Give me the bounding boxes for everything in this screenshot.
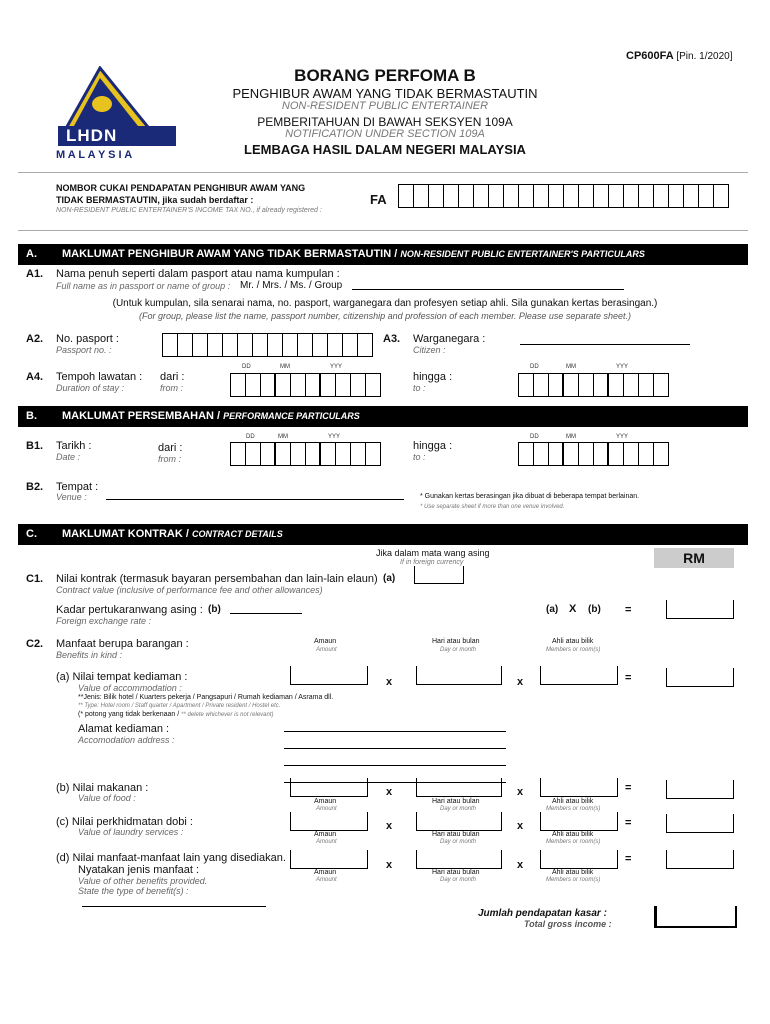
venue-field[interactable]: [106, 499, 404, 500]
b2-label: Tempat :: [56, 481, 99, 493]
laundry-amount-field[interactable]: [290, 812, 368, 831]
b1-from: dari :: [158, 442, 183, 454]
other-days-label-en: Day or month: [440, 877, 477, 883]
col-amount: Amaun: [314, 638, 337, 645]
a3-num: A3.: [383, 333, 401, 345]
rate-label-en: Foreign exchange rate :: [56, 616, 152, 626]
acc-days-field[interactable]: [416, 666, 502, 685]
rate-mark: (b): [208, 604, 221, 615]
acc-label-en: Value of accommodation :: [78, 683, 182, 693]
col-days: Hari atau bulan: [432, 638, 480, 645]
other-label1: (d) Nilai manfaat-manfaat lain yang disediakan.: [56, 852, 286, 864]
laundry-members-label-en: Members or room(s): [546, 839, 601, 845]
a1-label-en: Full name as in passport or name of group :: [56, 281, 231, 291]
header-line3: LEMBAGA HASIL DALAM NEGERI MALAYSIA: [244, 142, 526, 157]
acc-addr-line2[interactable]: [284, 748, 506, 749]
col-members: Ahli atau bilik: [552, 638, 594, 645]
total-rm-field[interactable]: [654, 906, 737, 928]
section-c-letter: C.: [26, 528, 37, 540]
rate-formula-b: (b): [588, 604, 601, 615]
b1-to: hingga :: [413, 440, 453, 452]
a4-from-en: from :: [160, 383, 184, 393]
laundry-eq: =: [625, 817, 632, 829]
col-members-en: Members or room(s): [546, 647, 601, 653]
rm-contract-field[interactable]: [666, 600, 734, 619]
header-line2-en: NOTIFICATION UNDER SECTION 109A: [285, 128, 485, 140]
laundry-members-label: Ahli atau bilik: [552, 831, 594, 838]
acc-note2: ** Type: Hotel room / Staff quarter / Apartment / Private resident / Hostel etc.: [78, 703, 281, 709]
b1-dd-hdr: DD: [246, 434, 255, 440]
food-x2: x: [517, 786, 524, 798]
laundry-days-label: Hari atau bulan: [432, 831, 480, 838]
b1-mm-hdr: MM: [278, 434, 288, 440]
col-days-en: Day or month: [440, 647, 477, 653]
other-eq: =: [625, 853, 632, 865]
food-days-label-en: Day or month: [440, 806, 477, 812]
laundry-days-label-en: Day or month: [440, 839, 477, 845]
stay-from-boxes[interactable]: [230, 373, 381, 397]
other-members-label-en: Members or room(s): [546, 877, 601, 883]
a4-to: hingga :: [413, 371, 453, 383]
c1-label-en: Contract value (inclusive of performance fee and other allowances): [56, 585, 323, 595]
a1-note-en: (For group, please list the name, passport number, citizenship and profession of each member. Please use separate sheet.): [139, 311, 631, 321]
acc-amount-field[interactable]: [290, 666, 368, 685]
rm-header: RM: [654, 548, 734, 568]
a3-label-en: Citizen :: [413, 345, 446, 355]
citizen-field[interactable]: [520, 344, 690, 345]
a3-label: Warganegara :: [413, 333, 486, 345]
b2-label-en: Venue :: [56, 492, 87, 502]
other-label-en2: State the type of benefit(s) :: [78, 886, 189, 896]
taxno-label1: NOMBOR CUKAI PENDAPATAN PENGHIBUR AWAM YANG: [56, 183, 306, 193]
header-line2: PEMBERITAHUAN DI BAWAH SEKSYEN 109A: [257, 115, 513, 129]
page-title: BORANG PERFOMA B: [294, 66, 476, 85]
stay-to-boxes[interactable]: [518, 373, 669, 397]
laundry-rm-field[interactable]: [666, 814, 734, 833]
b2-note: * Gunakan kertas berasingan jika dibuat di beberapa tempat berlainan.: [420, 493, 640, 500]
total-label: Jumlah pendapatan kasar :: [478, 908, 607, 919]
a1-num: A1.: [26, 268, 44, 280]
header-line1-en: NON-RESIDENT PUBLIC ENTERTAINER: [281, 100, 489, 112]
rate-formula-x: X: [569, 603, 577, 615]
section-b-header: [18, 406, 748, 427]
contract-value-field[interactable]: [414, 566, 464, 584]
c1-label: Nilai kontrak (termasuk bayaran persembahan dan lain-lain elaun): [56, 573, 378, 585]
section-a-letter: A.: [26, 248, 37, 260]
c1-mark: (a): [383, 573, 396, 584]
a4-label: Tempoh lawatan :: [56, 371, 143, 383]
section-c-header: [18, 524, 748, 545]
food-label: (b) Nilai makanan :: [56, 782, 149, 794]
a1-label: Nama penuh seperti dalam pasport atau nama kumpulan :: [56, 268, 340, 280]
section-a-title: MAKLUMAT PENGHIBUR AWAM YANG TIDAK BERMASTAUTIN / NON-RESIDENT PUBLIC ENTERTAINER'S PARTICULARS: [62, 248, 645, 260]
taxno-divider: [18, 230, 748, 231]
food-rm-field[interactable]: [666, 780, 734, 799]
acc-note3: (* potong yang tidak berkenaan / ** delete whichever is not relevant): [78, 711, 274, 718]
b2-note-en: * Use separate sheet if more than one venue involved.: [420, 504, 565, 510]
logo-text: LHDN: [66, 126, 118, 145]
acc-rm-field[interactable]: [666, 668, 734, 687]
header-divider: [18, 172, 748, 173]
other-x1: x: [386, 859, 393, 871]
b1-to-en: to :: [413, 452, 426, 462]
a1-options: Mr. / Mrs. / Ms. / Group: [240, 280, 343, 291]
acc-x1: x: [386, 676, 393, 688]
laundry-x1: x: [386, 820, 393, 832]
b1-num: B1.: [26, 440, 44, 452]
a2-num: A2.: [26, 333, 44, 345]
section-c-title: MAKLUMAT KONTRAK / CONTRACT DETAILS: [62, 528, 283, 540]
acc-eq: =: [625, 672, 632, 684]
food-days-label: Hari atau bulan: [432, 798, 480, 805]
other-rm-field[interactable]: [666, 850, 734, 869]
a4-to-en: to :: [413, 383, 426, 393]
other-label-en1: Value of other benefits provided.: [78, 876, 208, 886]
other-label2: Nyatakan jenis manfaat :: [78, 864, 200, 876]
a4-yy-hdr: YYY: [330, 364, 343, 370]
food-amount-label: Amaun: [314, 798, 337, 805]
other-amount-label-en: Amount: [316, 877, 337, 883]
b1-label-en: Date :: [56, 452, 81, 462]
other-type-field[interactable]: [82, 906, 266, 907]
other-x2: x: [517, 859, 524, 871]
a4-to-dd-hdr: DD: [530, 364, 539, 370]
taxno-label2: TIDAK BERMASTAUTIN, jika sudah berdaftar :: [56, 195, 254, 205]
rate-formula-a: (a): [546, 604, 559, 615]
other-members-label: Ahli atau bilik: [552, 869, 594, 876]
rate-field[interactable]: [230, 613, 302, 614]
a4-dd-hdr: DD: [242, 364, 251, 370]
passport-boxes[interactable]: [162, 333, 373, 357]
taxno-prefix: FA: [370, 192, 387, 207]
lhdn-logo: [52, 66, 182, 166]
other-members-field[interactable]: [540, 850, 618, 869]
b1-to-dd-hdr: DD: [530, 434, 539, 440]
a4-from: dari :: [160, 371, 185, 383]
laundry-label: (c) Nilai perkhidmatan dobi :: [56, 816, 193, 828]
food-members-field[interactable]: [540, 778, 618, 797]
acc-members-field[interactable]: [540, 666, 618, 685]
food-x1: x: [386, 786, 393, 798]
food-amount-label-en: Amount: [316, 806, 337, 812]
laundry-label-en: Value of laundry services :: [78, 827, 184, 837]
b1-to-yy-hdr: YYY: [616, 434, 629, 440]
taxno-label-en: NON-RESIDENT PUBLIC ENTERTAINER'S INCOME TAX NO., if already registered :: [56, 207, 322, 214]
b1-to-mm-hdr: MM: [566, 434, 576, 440]
acc-addr-line3[interactable]: [284, 765, 506, 766]
other-days-field[interactable]: [416, 850, 502, 869]
c2-num: C2.: [26, 638, 44, 650]
acc-addr-line1[interactable]: [284, 731, 506, 732]
b1-from-en: from :: [158, 454, 182, 464]
laundry-amount-label-en: Amount: [316, 839, 337, 845]
acc-note1: **Jenis: Bilik hotel / Kuarters pekerja / Pangsapuri / Rumah kediaman / Asrama dll.: [78, 694, 334, 701]
b1-yy-hdr: YYY: [328, 434, 341, 440]
food-amount-field[interactable]: [290, 778, 368, 797]
laundry-amount-label: Amaun: [314, 831, 337, 838]
a4-label-en: Duration of stay :: [56, 383, 125, 393]
food-days-field[interactable]: [416, 778, 502, 797]
a2-label: No. pasport :: [56, 333, 119, 345]
acc-label: (a) Nilai tempat kediaman :: [56, 671, 188, 683]
food-eq: =: [625, 782, 632, 794]
a4-num: A4.: [26, 371, 44, 383]
section-a-header: [18, 244, 748, 265]
acc-x2: x: [517, 676, 524, 688]
laundry-x2: x: [517, 820, 524, 832]
form-code: CP600FA [Pin. 1/2020]: [626, 50, 733, 62]
logo-country: M A L A Y S I A: [56, 149, 133, 161]
a1-note: (Untuk kumpulan, sila senarai nama, no. pasport, warganegara dan profesyen setiap ahli. Sila gunakan kertas berasingan.): [112, 298, 658, 309]
other-days-label: Hari atau bulan: [432, 869, 480, 876]
section-b-letter: B.: [26, 410, 37, 422]
laundry-members-field[interactable]: [540, 812, 618, 831]
acc-addr-label: Alamat kediaman :: [78, 723, 170, 735]
col-amount-en: Amount: [316, 647, 337, 653]
b1-label: Tarikh :: [56, 440, 92, 452]
laundry-days-field[interactable]: [416, 812, 502, 831]
a2-label-en: Passport no. :: [56, 345, 112, 355]
a4-to-mm-hdr: MM: [566, 364, 576, 370]
rate-eq: =: [625, 604, 632, 616]
food-label-en: Value of food :: [78, 793, 136, 803]
a1-name-field[interactable]: [352, 289, 624, 290]
food-members-label: Ahli atau bilik: [552, 798, 594, 805]
other-amount-field[interactable]: [290, 850, 368, 869]
fx-header: Jika dalam mata wang asing: [376, 548, 490, 558]
c1-num: C1.: [26, 573, 44, 585]
acc-addr-label-en: Accomodation address :: [78, 735, 175, 745]
taxno-boxes[interactable]: [398, 184, 729, 208]
perf-from-boxes[interactable]: [230, 442, 381, 466]
c2-label-en: Benefits in kind :: [56, 650, 123, 660]
other-amount-label: Amaun: [314, 869, 337, 876]
perf-to-boxes[interactable]: [518, 442, 669, 466]
a4-to-yy-hdr: YYY: [616, 364, 629, 370]
total-label-en: Total gross income :: [524, 919, 612, 929]
rate-label: Kadar pertukaranwang asing :: [56, 604, 203, 616]
fx-header-en: If in foreign currency: [400, 559, 464, 566]
section-b-title: MAKLUMAT PERSEMBAHAN / PERFORMANCE PARTICULARS: [62, 410, 360, 422]
header-line1: PENGHIBUR AWAM YANG TIDAK BERMASTAUTIN: [232, 86, 538, 101]
a4-mm-hdr: MM: [280, 364, 290, 370]
c2-label: Manfaat berupa barangan :: [56, 638, 189, 650]
food-members-label-en: Members or room(s): [546, 806, 601, 812]
b2-num: B2.: [26, 481, 44, 493]
